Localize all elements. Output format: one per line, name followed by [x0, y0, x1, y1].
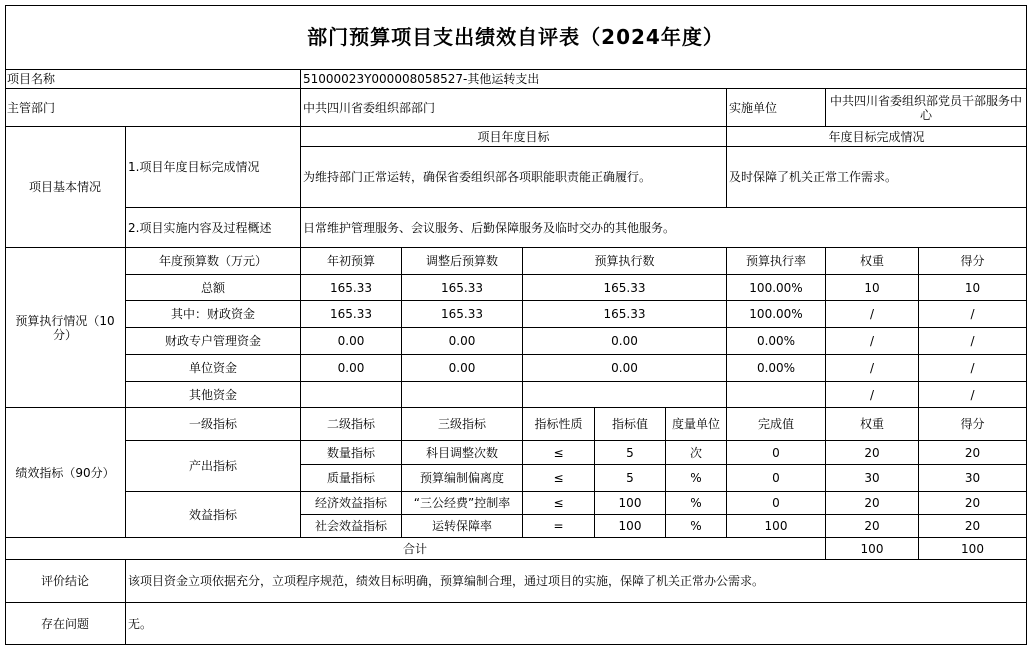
budget-cell: [402, 382, 523, 408]
goal-label: 1.项目年度目标完成情况: [126, 127, 301, 208]
perf-cell: 0: [727, 492, 826, 515]
issues-text: 无。: [126, 603, 1027, 645]
perf-cell: 100: [727, 515, 826, 538]
budget-cell: 165.33: [523, 275, 727, 301]
goal-text: 为维持部门正常运转，确保省委组织部各项职能职责能正确履行。: [301, 147, 727, 208]
budget-cell: 0.00: [523, 328, 727, 355]
perf-cell: %: [666, 465, 727, 492]
impl-unit-label: 实施单位: [727, 89, 826, 127]
budget-cell: [727, 382, 826, 408]
budget-cell: 0.00: [523, 355, 727, 382]
perf-cell: =: [523, 515, 595, 538]
project-name-label: 项目名称: [5, 70, 301, 89]
budget-cell: /: [919, 328, 1027, 355]
perf-cell: 100: [595, 515, 666, 538]
perf-header: 指标性质: [523, 408, 595, 441]
impl-unit-value: 中共四川省委组织部党员干部服务中心: [826, 89, 1027, 127]
budget-cell: /: [919, 382, 1027, 408]
budget-cell: 165.33: [402, 301, 523, 328]
perf-cell: %: [666, 492, 727, 515]
perf-cell: 运转保障率: [402, 515, 523, 538]
perf-cell: 30: [919, 465, 1027, 492]
perf-cell: 20: [919, 441, 1027, 465]
budget-cell: 165.33: [301, 275, 402, 301]
budget-header: 调整后预算数: [402, 248, 523, 275]
perf-cell: 数量指标: [301, 441, 402, 465]
perf-cell: 次: [666, 441, 727, 465]
budget-cell: 100.00%: [727, 301, 826, 328]
budget-header: 年初预算: [301, 248, 402, 275]
budget-cell: [523, 382, 727, 408]
perf-cell: 100: [595, 492, 666, 515]
perf-header: 得分: [919, 408, 1027, 441]
project-name-value: 51000023Y000008058527-其他运转支出: [301, 70, 1027, 89]
conclusion-text: 该项目资金立项依据充分，立项程序规范，绩效目标明确，预算编制合理，通过项目的实施，保障了机关正常办公需求。: [126, 560, 1027, 603]
total-weight: 100: [826, 538, 919, 560]
budget-cell: 165.33: [301, 301, 402, 328]
perf-header: 度量单位: [666, 408, 727, 441]
perf-cell: 5: [595, 441, 666, 465]
budget-cell: /: [919, 301, 1027, 328]
perf-cell: 20: [919, 492, 1027, 515]
perf-header: 指标值: [595, 408, 666, 441]
perf-header: 权重: [826, 408, 919, 441]
budget-cell: 0.00: [402, 328, 523, 355]
budget-header: 预算执行数: [523, 248, 727, 275]
budget-cell: /: [826, 328, 919, 355]
conclusion-label: 评价结论: [5, 560, 126, 603]
perf-header: 完成值: [727, 408, 826, 441]
perf-header: 一级指标: [126, 408, 301, 441]
perf-cell: 5: [595, 465, 666, 492]
page-title: 部门预算项目支出绩效自评表（2024年度）: [5, 5, 1027, 70]
perf-cell: 经济效益指标: [301, 492, 402, 515]
budget-cell: 0.00%: [727, 355, 826, 382]
budget-cell: /: [826, 355, 919, 382]
perf-header: 二级指标: [301, 408, 402, 441]
perf-cell: 社会效益指标: [301, 515, 402, 538]
perf-cell: 20: [826, 441, 919, 465]
perf-cell: ≤: [523, 492, 595, 515]
department-label: 主管部门: [5, 89, 301, 127]
budget-cell: 总额: [126, 275, 301, 301]
completion-header: 年度目标完成情况: [727, 127, 1027, 147]
budget-cell: 165.33: [402, 275, 523, 301]
budget-cell: 0.00%: [727, 328, 826, 355]
perf-cell: 科目调整次数: [402, 441, 523, 465]
budget-header: 权重: [826, 248, 919, 275]
perf-cell: 20: [919, 515, 1027, 538]
budget-cell: /: [826, 382, 919, 408]
completion-text: 及时保障了机关正常工作需求。: [727, 147, 1027, 208]
content-label: 2.项目实施内容及过程概述: [126, 208, 301, 248]
perf-cell: %: [666, 515, 727, 538]
perf-cell: 预算编制偏离度: [402, 465, 523, 492]
budget-cell: 0.00: [402, 355, 523, 382]
total-label: 合计: [5, 538, 826, 560]
perf-cell: 0: [727, 465, 826, 492]
budget-cell: [301, 382, 402, 408]
budget-cell: 100.00%: [727, 275, 826, 301]
budget-header: 预算执行率: [727, 248, 826, 275]
goal-header: 项目年度目标: [301, 127, 727, 147]
budget-cell: 单位资金: [126, 355, 301, 382]
budget-header: 年度预算数（万元）: [126, 248, 301, 275]
budget-cell: 其他资金: [126, 382, 301, 408]
perf-cell: 质量指标: [301, 465, 402, 492]
budget-cell: 10: [919, 275, 1027, 301]
budget-cell: 10: [826, 275, 919, 301]
budget-cell: 财政专户管理资金: [126, 328, 301, 355]
perf-cell: 0: [727, 441, 826, 465]
perf-section-label: 绩效指标（90分）: [5, 408, 126, 538]
content-text: 日常维护管理服务、会议服务、后勤保障服务及临时交办的其他服务。: [301, 208, 1027, 248]
budget-cell: /: [919, 355, 1027, 382]
perf-cell: “三公经费”控制率: [402, 492, 523, 515]
budget-cell: 0.00: [301, 355, 402, 382]
budget-cell: 165.33: [523, 301, 727, 328]
perf-cell: 30: [826, 465, 919, 492]
basic-info-label: 项目基本情况: [5, 127, 126, 248]
budget-cell: /: [826, 301, 919, 328]
budget-header: 得分: [919, 248, 1027, 275]
perf-cell: ≤: [523, 465, 595, 492]
budget-cell: 其中：财政资金: [126, 301, 301, 328]
perf-group-benefit: 效益指标: [126, 492, 301, 538]
perf-header: 三级指标: [402, 408, 523, 441]
budget-section-label: 预算执行情况（10分）: [5, 248, 126, 408]
perf-cell: 20: [826, 492, 919, 515]
perf-group-output: 产出指标: [126, 441, 301, 492]
department-value: 中共四川省委组织部部门: [301, 89, 727, 127]
perf-cell: ≤: [523, 441, 595, 465]
perf-cell: 20: [826, 515, 919, 538]
total-score: 100: [919, 538, 1027, 560]
issues-label: 存在问题: [5, 603, 126, 645]
budget-cell: 0.00: [301, 328, 402, 355]
